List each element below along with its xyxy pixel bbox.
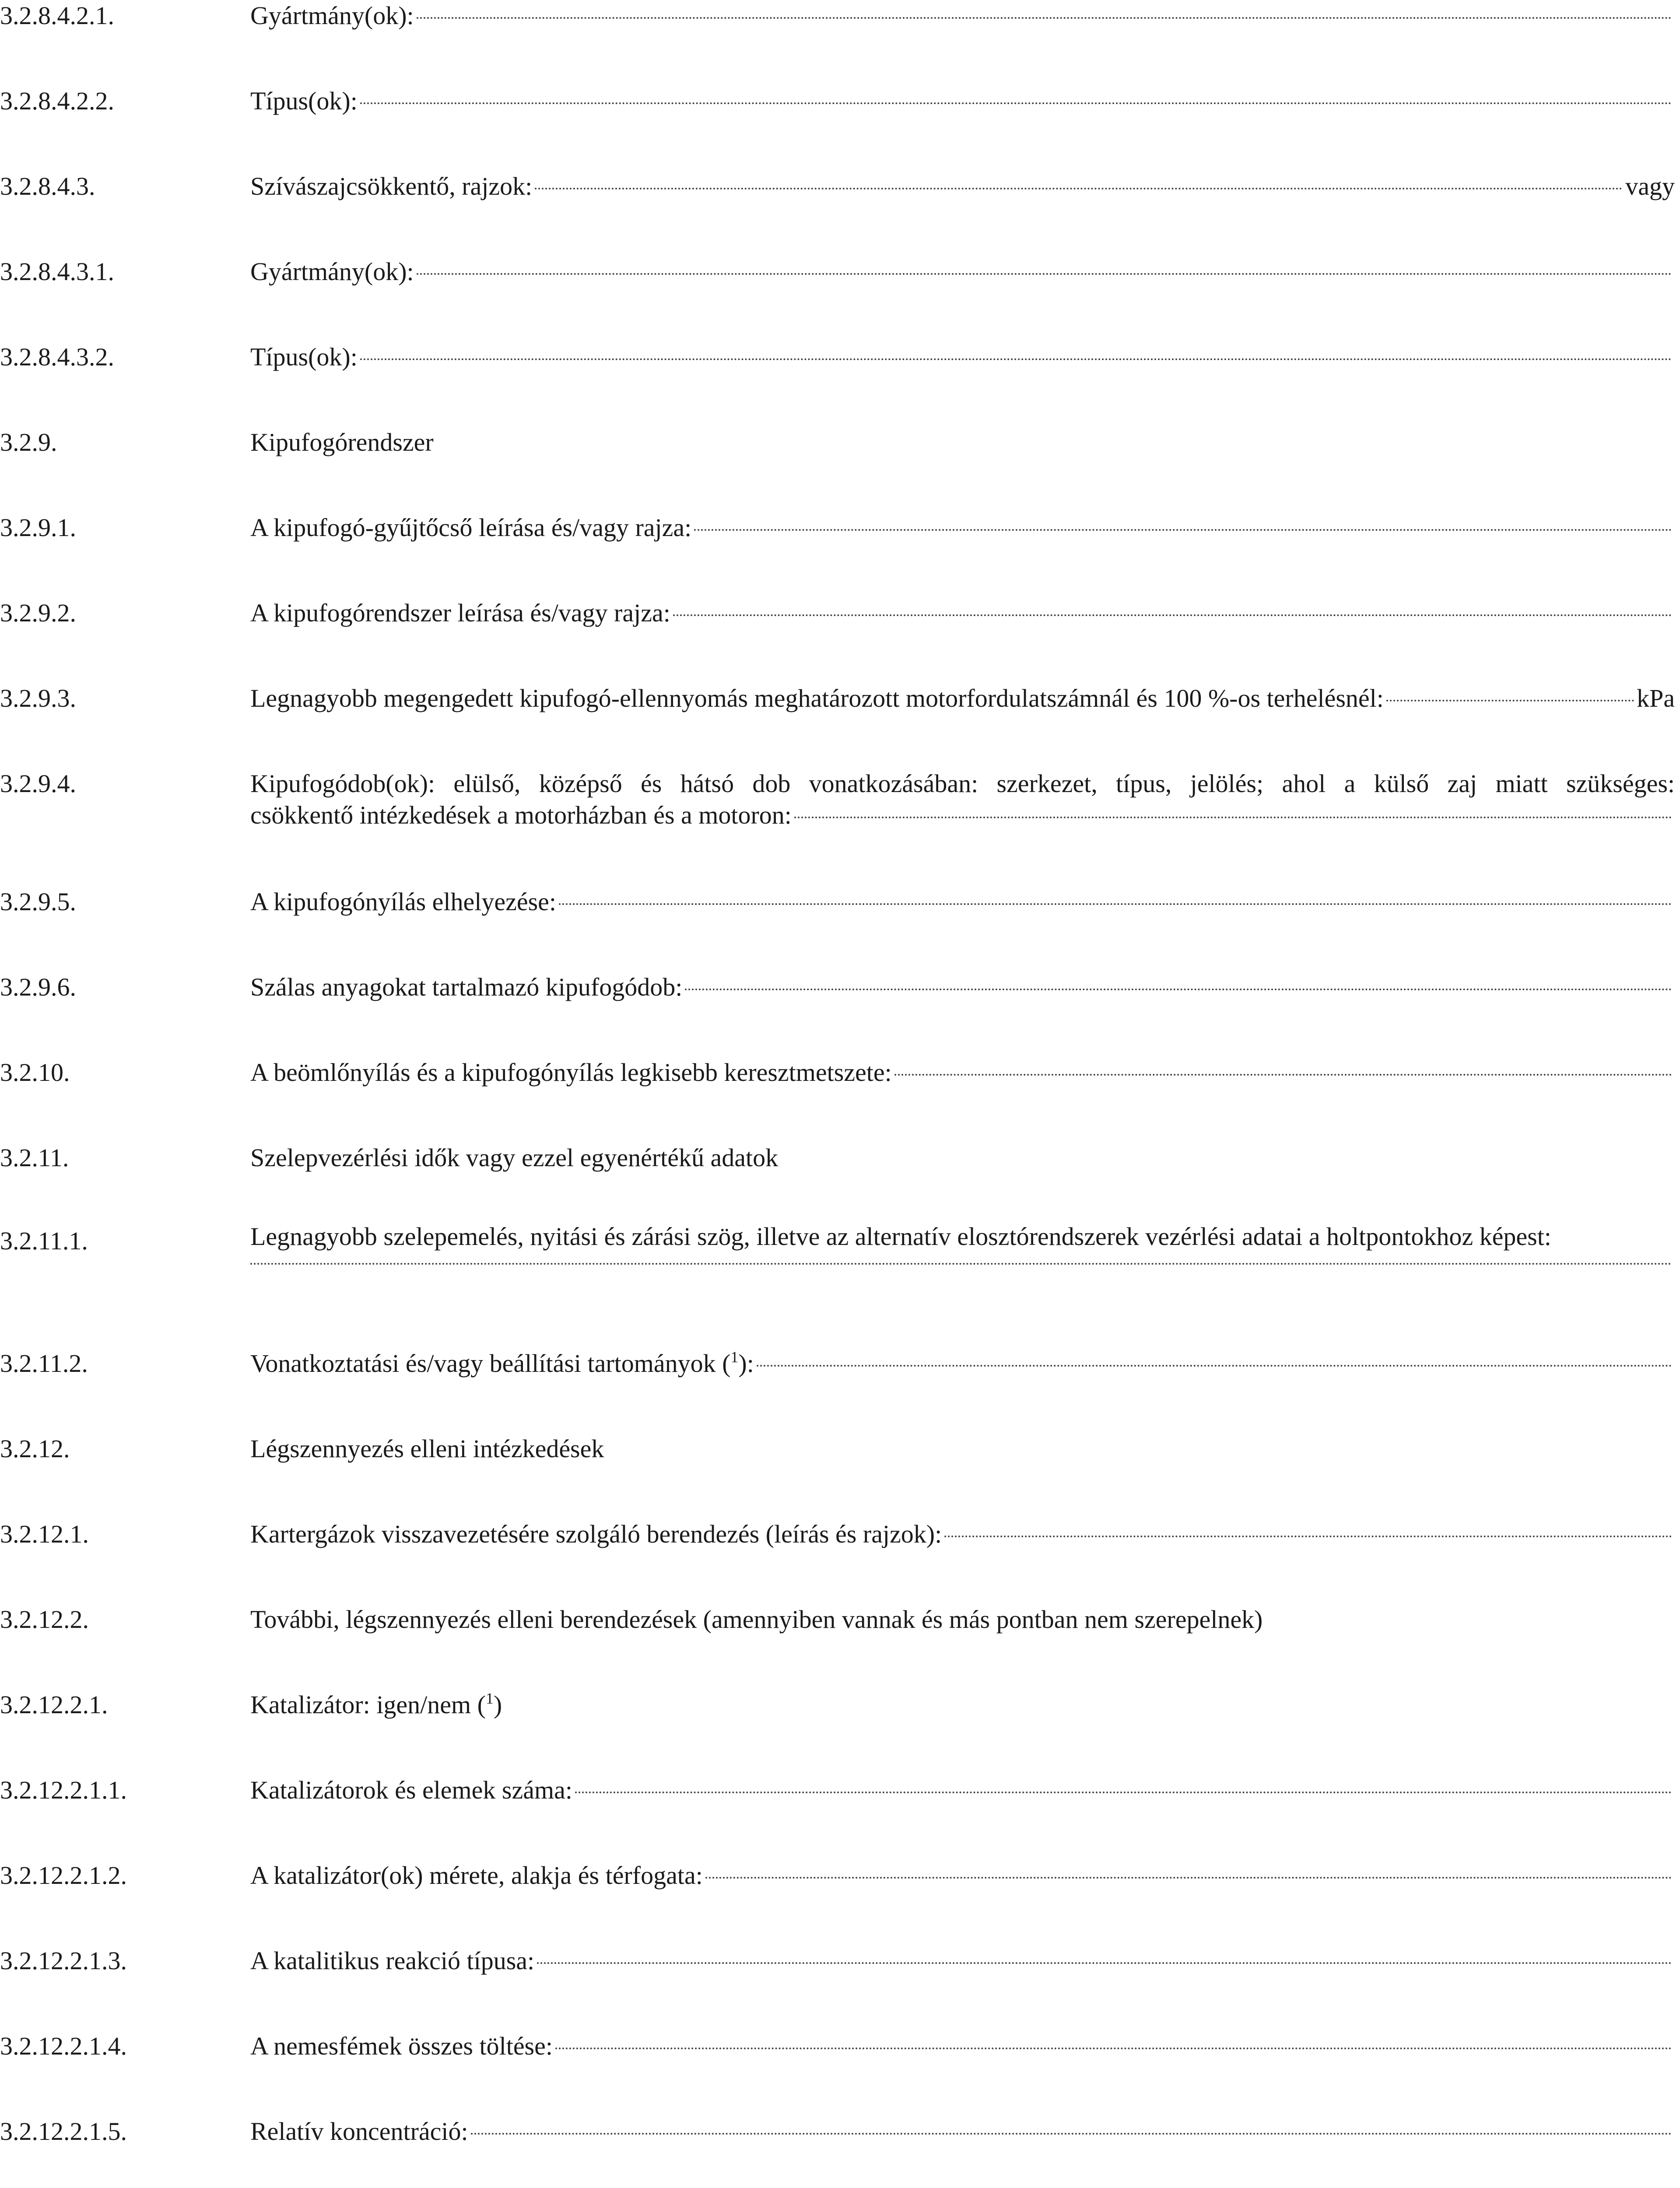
fill-in-line xyxy=(471,2133,1672,2135)
fill-in-line xyxy=(1386,700,1634,701)
section-number: 3.2.12.1. xyxy=(0,1520,89,1548)
section-number: 3.2.8.4.3.2. xyxy=(0,343,114,371)
section-number: 3.2.8.4.2.1. xyxy=(0,1,114,30)
fill-in-line xyxy=(417,273,1672,275)
field-label: Legnagyobb szelepemelés, nyitási és zárási szög, illetve az alternatív elosztórendszerek vezérlési adatai a holtpontokhoz képest: xyxy=(250,1222,1551,1251)
footnote-marker: 1 xyxy=(485,1690,494,1707)
field-label-suffix: ) xyxy=(493,1690,502,1719)
field-label: Relatív koncentráció: xyxy=(250,2117,468,2146)
fill-in-line xyxy=(944,1536,1672,1537)
fill-in-line xyxy=(250,1263,1672,1265)
section-number: 3.2.12.2.1.4. xyxy=(0,2032,127,2060)
field-label: A nemesfémek összes töltése: xyxy=(250,2032,553,2060)
field-unit: kPa xyxy=(1637,684,1675,712)
field-label: Típus(ok): xyxy=(250,343,358,371)
field-label: A katalitikus reakció típusa: xyxy=(250,1946,535,1975)
section-number: 3.2.12.2. xyxy=(0,1605,89,1634)
section-number: 3.2.12.2.1. xyxy=(0,1690,108,1719)
field-label: Szívászajcsökkentő, rajzok: xyxy=(250,172,533,200)
field-label: Katalizátorok és elemek száma: xyxy=(250,1776,572,1804)
section-number: 3.2.10. xyxy=(0,1058,70,1087)
section-number: 3.2.12.2.1.1. xyxy=(0,1776,127,1804)
field-label: Szálas anyagokat tartalmazó kipufogódob: xyxy=(250,973,683,1001)
section-number: 3.2.12.2.1.3. xyxy=(0,1946,127,1975)
fill-in-line xyxy=(757,1365,1672,1367)
section-number: 3.2.11.1. xyxy=(0,1227,88,1255)
section-heading: További, légszennyezés elleni berendezések (amennyiben vannak és más pontban nem szerepelnek) xyxy=(250,1605,1263,1634)
field-label: Kipufogódob(ok): elülső, középső és hátsó dob vonatkozásában: szerkezet, típus, jelölés; ahol a külső zaj miatt szükséges: xyxy=(250,769,1675,798)
field-label: A kipufogó-gyűjtőcső leírása és/vagy rajza: xyxy=(250,513,692,542)
section-number: 3.2.9.4. xyxy=(0,769,76,798)
field-label-text: Vonatkoztatási és/vagy beállítási tartományok ( xyxy=(250,1349,731,1378)
section-number: 3.2.12.2.1.2. xyxy=(0,1861,127,1890)
field-label: Kartergázok visszavezetésére szolgáló berendezés (leírás és rajzok): xyxy=(250,1520,942,1548)
field-label-continued: csökkentő intézkedések a motorházban és a motoron: xyxy=(250,801,792,829)
section-number: 3.2.12.2.1.5. xyxy=(0,2117,127,2146)
section-number: 3.2.9.5. xyxy=(0,887,76,916)
section-heading: Légszennyezés elleni intézkedések xyxy=(250,1434,604,1463)
field-unit: vagy xyxy=(1625,172,1675,200)
fill-in-line xyxy=(694,529,1672,531)
section-number: 3.2.9.3. xyxy=(0,684,76,712)
section-number: 3.2.8.4.3.1. xyxy=(0,257,114,286)
section-heading: Szelepvezérlési idők vagy ezzel egyenértékű adatok xyxy=(250,1143,779,1172)
section-number: 3.2.8.4.2.2. xyxy=(0,87,114,115)
section-number: 3.2.9.2. xyxy=(0,599,76,627)
field-label: Legnagyobb megengedett kipufogó-ellennyomás meghatározott motorfordulatszámnál és 100 %-os terhelésnél: xyxy=(250,684,1384,712)
fill-in-line xyxy=(575,1792,1672,1793)
section-number: 3.2.9.6. xyxy=(0,973,76,1001)
fill-in-line xyxy=(685,989,1672,990)
footnote-marker: 1 xyxy=(730,1348,739,1366)
fill-in-line xyxy=(537,1962,1672,1964)
fill-in-line xyxy=(417,17,1672,19)
field-label: A beömlőnyílás és a kipufogónyílás legkisebb keresztmetszete: xyxy=(250,1058,892,1087)
fill-in-line xyxy=(360,358,1672,360)
fill-in-line xyxy=(535,188,1623,189)
fill-in-line xyxy=(559,903,1672,905)
fill-in-line xyxy=(555,2048,1672,2049)
field-label: Gyártmány(ok): xyxy=(250,257,414,286)
section-number: 3.2.12. xyxy=(0,1434,70,1463)
field-label xyxy=(250,1689,502,1721)
fill-in-line xyxy=(360,102,1672,104)
field-label: A kipufogórendszer leírása és/vagy rajza: xyxy=(250,599,670,627)
fill-in-line xyxy=(894,1074,1672,1076)
section-number: 3.2.8.4.3. xyxy=(0,172,95,200)
field-label: Típus(ok): xyxy=(250,87,358,115)
field-label: A kipufogónyílás elhelyezése: xyxy=(250,887,557,916)
section-heading: Kipufogórendszer xyxy=(250,428,434,456)
field-label: Gyártmány(ok): xyxy=(250,1,414,30)
section-number: 3.2.11.2. xyxy=(0,1349,88,1378)
field-label-suffix: ): xyxy=(738,1349,754,1378)
fill-in-line xyxy=(705,1877,1672,1879)
fill-in-line xyxy=(794,817,1672,818)
field-label: A katalizátor(ok) mérete, alakja és térfogata: xyxy=(250,1861,703,1890)
section-number: 3.2.9. xyxy=(0,428,57,456)
section-number: 3.2.9.1. xyxy=(0,513,76,542)
field-label xyxy=(250,1348,754,1379)
fill-in-line xyxy=(673,614,1672,616)
field-label-text: Katalizátor: igen/nem ( xyxy=(250,1690,486,1719)
section-number: 3.2.11. xyxy=(0,1143,69,1172)
